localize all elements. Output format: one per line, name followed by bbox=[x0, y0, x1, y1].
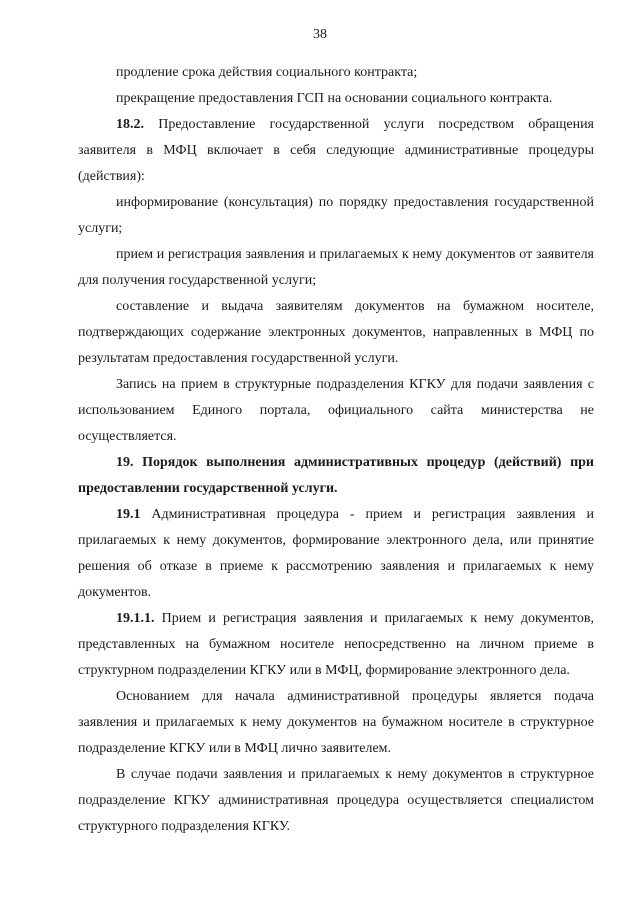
paragraph-procedure-basis: Основанием для начала административной процедуры является подача заявления и прилагаемых к нему документов на бумажном носителе в структурное подразделение КГКУ или в МФЦ лично заявителем. bbox=[78, 689, 594, 756]
section-number: 19.1.1. bbox=[116, 611, 155, 626]
paragraph-contract-extension: продление срока действия социального контракта; bbox=[116, 65, 418, 80]
section-heading-19: 19. Порядок выполнения административных процедур (действий) при предоставлении государственной услуги. bbox=[78, 455, 594, 496]
section-number: 19.1 bbox=[116, 507, 141, 522]
paragraph-appointment-note: Запись на прием в структурные подразделения КГКУ для подачи заявления с использованием Единого портала, официального сайта министерства не осуществляется. bbox=[78, 377, 594, 444]
page-number: 38 bbox=[313, 27, 327, 42]
paragraph-reception-registration: прием и регистрация заявления и прилагаемых к нему документов от заявителя для получения государственной услуги; bbox=[78, 247, 594, 288]
paragraph-procedure-executor: В случае подачи заявления и прилагаемых к нему документов в структурное подразделение КГКУ административная процедура осуществляется специалистом структурного подразделения КГКУ. bbox=[78, 767, 594, 834]
paragraph-document-issuance: составление и выдача заявителям документов на бумажном носителе, подтверждающих содержание электронных документов, направленных в МФЦ по результатам предоставления государственной услуги. bbox=[78, 299, 594, 366]
paragraph-19-1: 19.1 Административная процедура - прием и регистрация заявления и прилагаемых к нему документов, формирование электронного дела, или принятие решения об отказе в приеме к рассмотрению заявления и прилагаемых к нему документов. bbox=[78, 507, 594, 600]
paragraph-informing: информирование (консультация) по порядку предоставления государственной услуги; bbox=[78, 195, 594, 236]
document-body bbox=[78, 60, 594, 840]
paragraph-19-1-1: 19.1.1. Прием и регистрация заявления и прилагаемых к нему документов, представленных на бумажном носителе непосредственно на личном приеме в структурном подразделении КГКУ или в МФЦ, формирование электронного дела. bbox=[78, 611, 594, 678]
paragraph-gsp-termination: прекращение предоставления ГСП на основании социального контракта. bbox=[116, 91, 553, 106]
section-number: 18.2. bbox=[116, 117, 144, 132]
paragraph-18-2: 18.2. Предоставление государственной услуги посредством обращения заявителя в МФЦ включает в себя следующие административные процедуры (действия): bbox=[78, 117, 594, 184]
